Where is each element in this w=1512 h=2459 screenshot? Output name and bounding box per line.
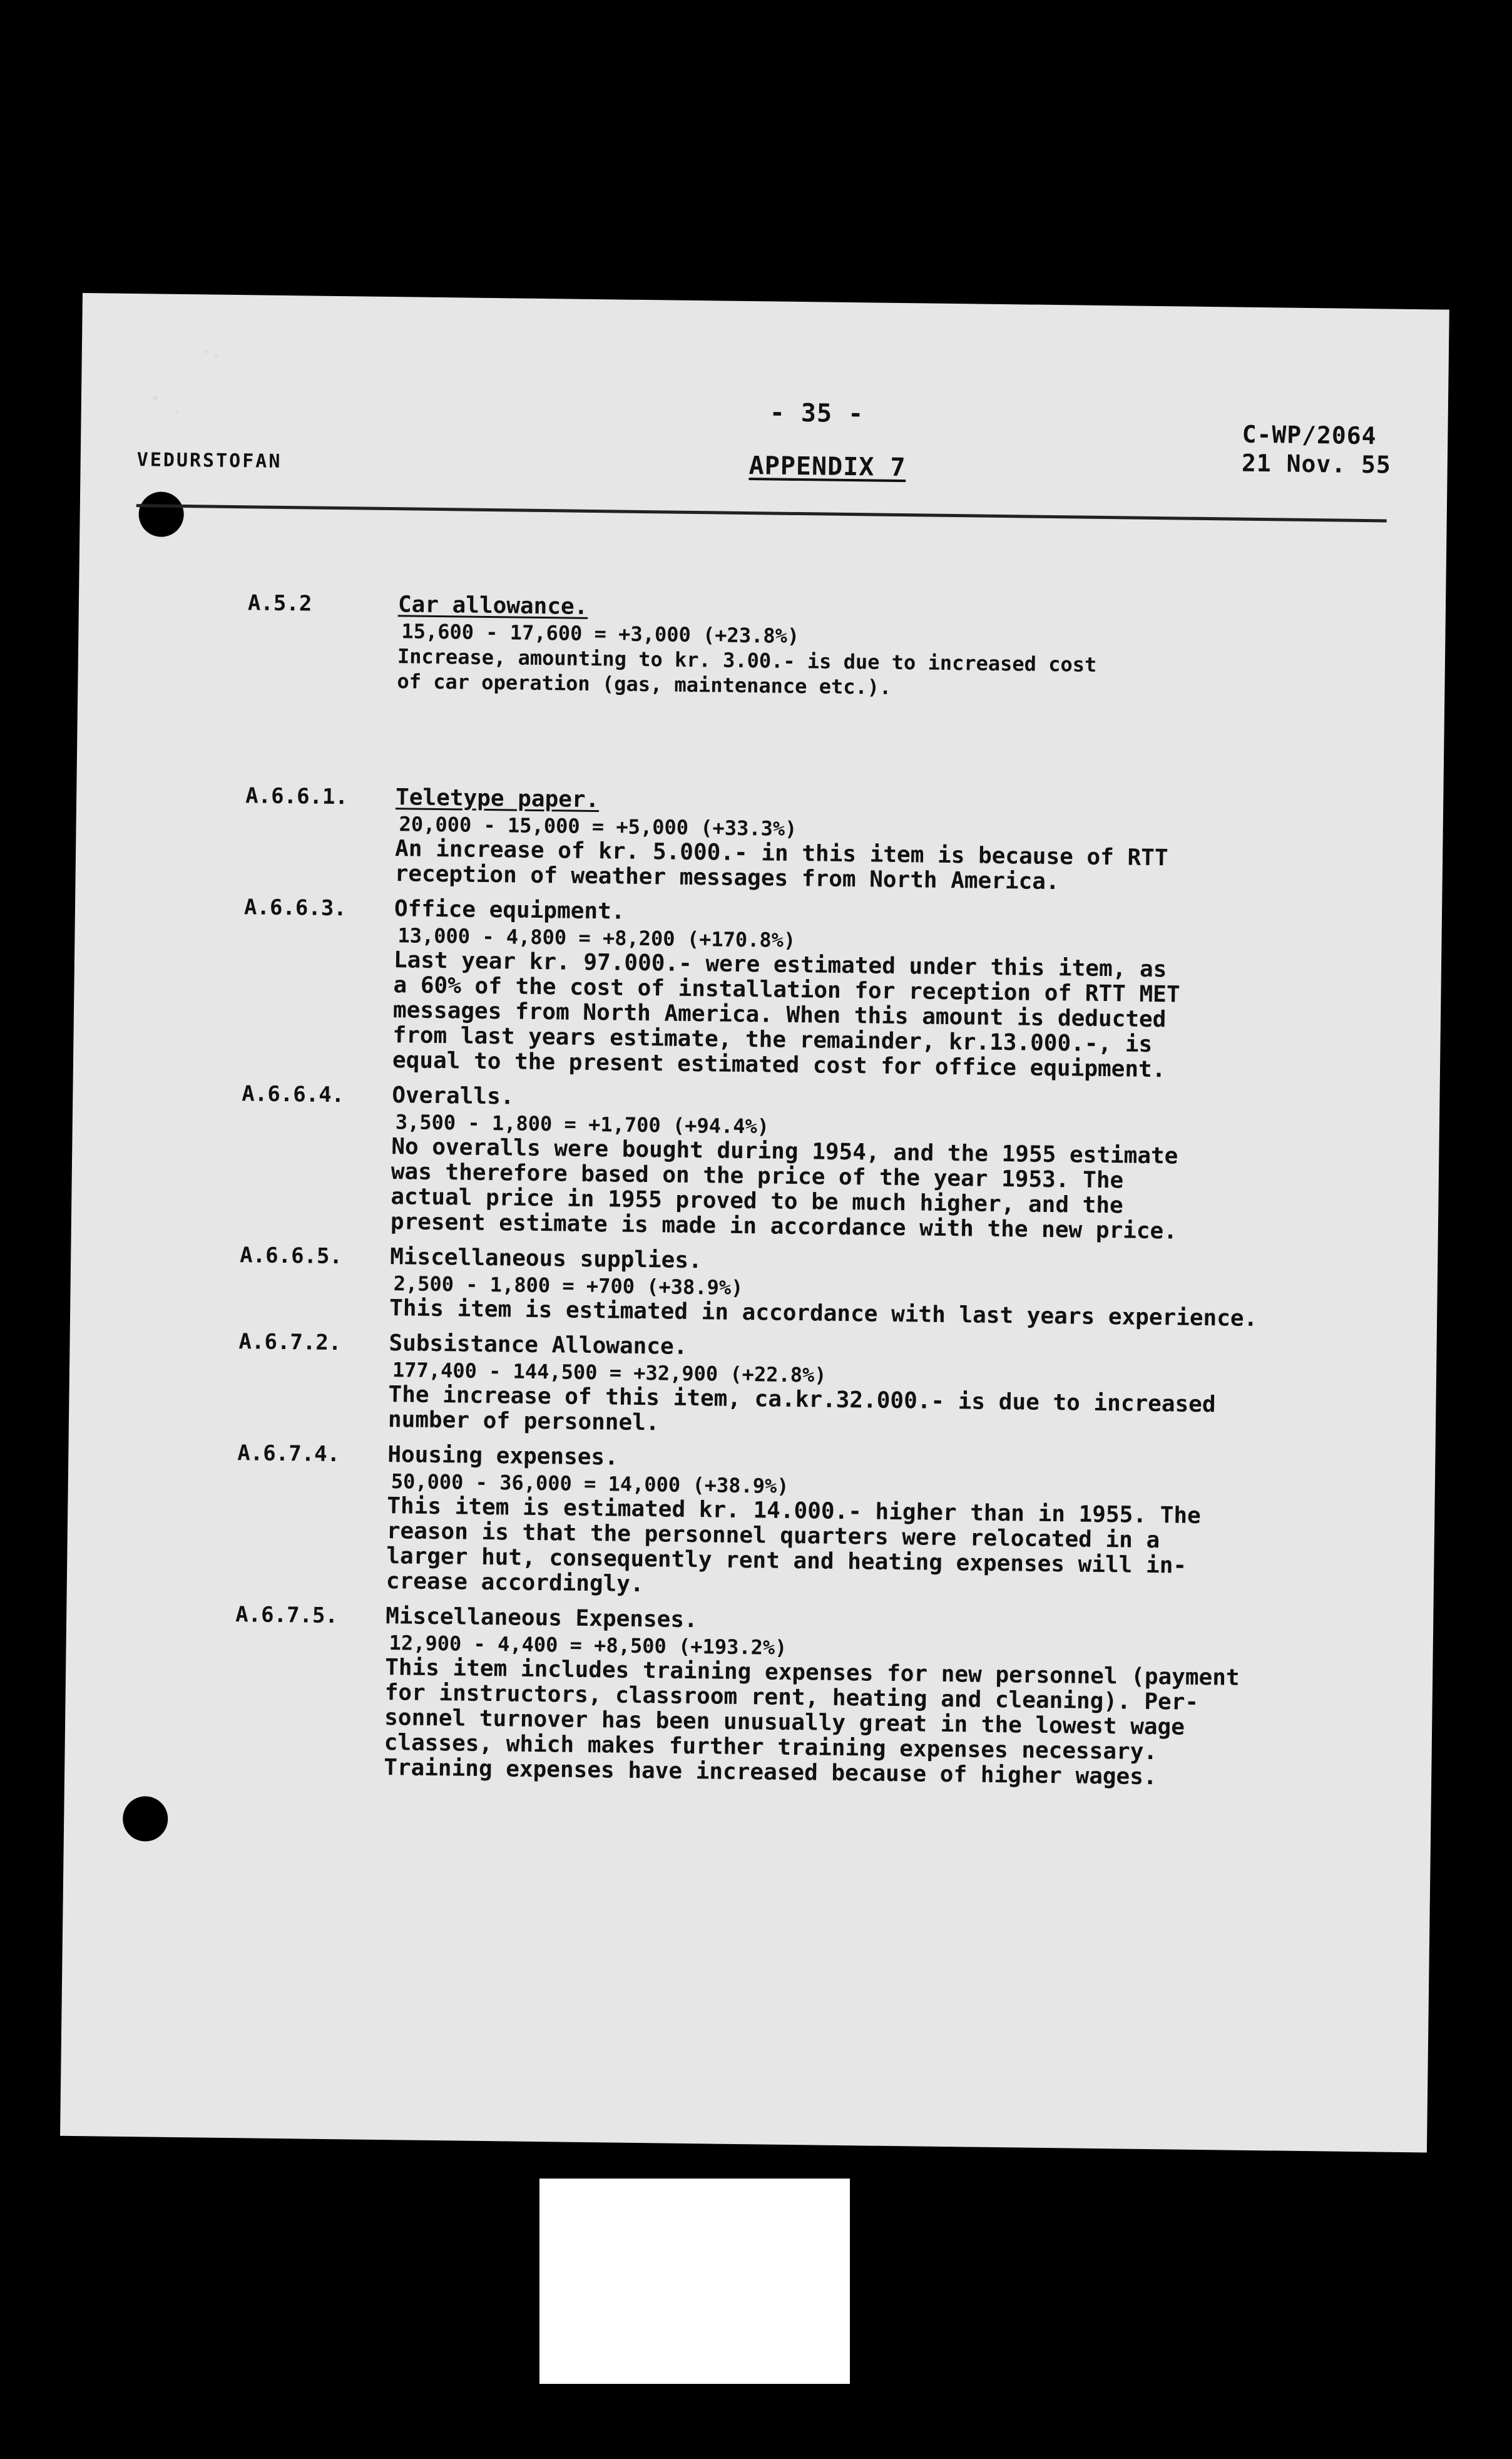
item-description: An increase of kr. 5.000.- in this item is because of RTT reception of weather messages from North America. xyxy=(394,836,1168,895)
document-page xyxy=(60,293,1449,2152)
punch-hole-top xyxy=(138,491,184,537)
budget-item-list xyxy=(233,589,1374,1801)
item-calculation: 3,500 - 1,800 = +1,700 (+94.4%) xyxy=(395,1110,770,1139)
page-number: - 35 - xyxy=(769,398,864,429)
item-description: This item includes training expenses for new personnel (payment for instructors, classroom rent, heating and cleaning). Per- sonnel turnover has been unusually great in the lowest wage classes, which makes further training expenses necessary. Training expenses have increased because of higher wages. xyxy=(384,1655,1240,1790)
item-code: A.6.6.3. xyxy=(243,895,347,921)
speck-mark xyxy=(153,395,158,400)
item-calculation: 177,400 - 144,500 = +32,900 (+22.8%) xyxy=(392,1358,827,1387)
item-code: A.5.2 xyxy=(247,590,312,617)
header-divider xyxy=(136,504,1387,522)
item-calculation: 50,000 - 36,000 = 14,000 (+38.9%) xyxy=(391,1469,789,1498)
budget-item xyxy=(233,1601,1362,1792)
item-description: This item is estimated kr. 14.000.- higher than in 1955. The reason is that the personnel quarters were relocated in a larger hut, consequently rent and heating expenses will in- crease accordingly. xyxy=(386,1493,1201,1598)
item-title: Subsistance Allowance. xyxy=(389,1330,688,1360)
item-description: Increase, amounting to kr. 3.00.- is due to increased cost of car operation (gas, maintenance etc.). xyxy=(397,644,1097,699)
document-reference xyxy=(1242,420,1392,480)
item-code: A.6.6.1. xyxy=(245,783,349,810)
document-ref-number: C-WP/2064 xyxy=(1242,420,1377,450)
item-code: A.6.7.4. xyxy=(237,1440,340,1467)
speck-mark xyxy=(175,411,179,414)
item-calculation: 20,000 - 15,000 = +5,000 (+33.3%) xyxy=(399,812,797,841)
item-title: Miscellaneous supplies. xyxy=(389,1244,702,1274)
spacer xyxy=(245,701,1372,796)
item-description: No overalls were bought during 1954, and the 1955 estimate was therefore based on the price of the year 1953. The actual price in 1955 proved to be much higher, and the present estimate is made in accordance with the new price. xyxy=(390,1134,1178,1245)
item-title: Housing expenses. xyxy=(387,1442,619,1471)
item-description: This item is estimated in accordance with last years experience. xyxy=(389,1295,1258,1332)
item-title: Teletype paper. xyxy=(395,784,600,813)
item-title: Overalls. xyxy=(392,1082,514,1110)
item-description: Last year kr. 97.000.- were estimated under this item, as a 60% of the cost of installation for reception of RTT MET messages from North America. When this amount is deducted from last years estimate, the remainder, kr.13.000.-, is equal to the present estimated cost for office equipment. xyxy=(392,947,1180,1083)
item-calculation: 12,900 - 4,400 = +8,500 (+193.2%) xyxy=(389,1631,787,1660)
item-calculation: 15,600 - 17,600 = +3,000 (+23.8%) xyxy=(401,619,800,649)
budget-item xyxy=(236,1439,1364,1606)
budget-item xyxy=(242,893,1371,1085)
item-title: Car allowance. xyxy=(397,592,588,620)
item-description: The increase of this item, ca.kr.32.000.- is due to increased number of personnel. xyxy=(387,1382,1216,1436)
blank-label-slip xyxy=(539,2179,850,2384)
organization-name: VEDURSTOFAN xyxy=(136,449,282,473)
item-calculation: 2,500 - 1,800 = +700 (+38.9%) xyxy=(393,1271,743,1300)
budget-item xyxy=(238,1328,1366,1444)
budget-item xyxy=(239,1241,1366,1333)
item-code: A.6.7.5. xyxy=(235,1602,339,1629)
appendix-title: APPENDIX 7 xyxy=(748,451,906,483)
item-title: Miscellaneous Expenses. xyxy=(385,1603,698,1633)
punch-hole-bottom xyxy=(123,1796,168,1842)
budget-item xyxy=(244,782,1372,898)
budget-item xyxy=(247,589,1374,706)
item-code: A.6.6.5. xyxy=(239,1243,343,1270)
item-title: Office equipment. xyxy=(394,896,625,925)
item-calculation: 13,000 - 4,800 = +8,200 (+170.8%) xyxy=(397,923,796,952)
item-code: A.6.7.2. xyxy=(238,1329,342,1356)
budget-item xyxy=(240,1080,1369,1246)
speck-mark xyxy=(215,355,218,359)
document-date: 21 Nov. 55 xyxy=(1241,449,1392,479)
speck-mark xyxy=(205,349,208,353)
item-code: A.6.6.4. xyxy=(242,1081,345,1108)
